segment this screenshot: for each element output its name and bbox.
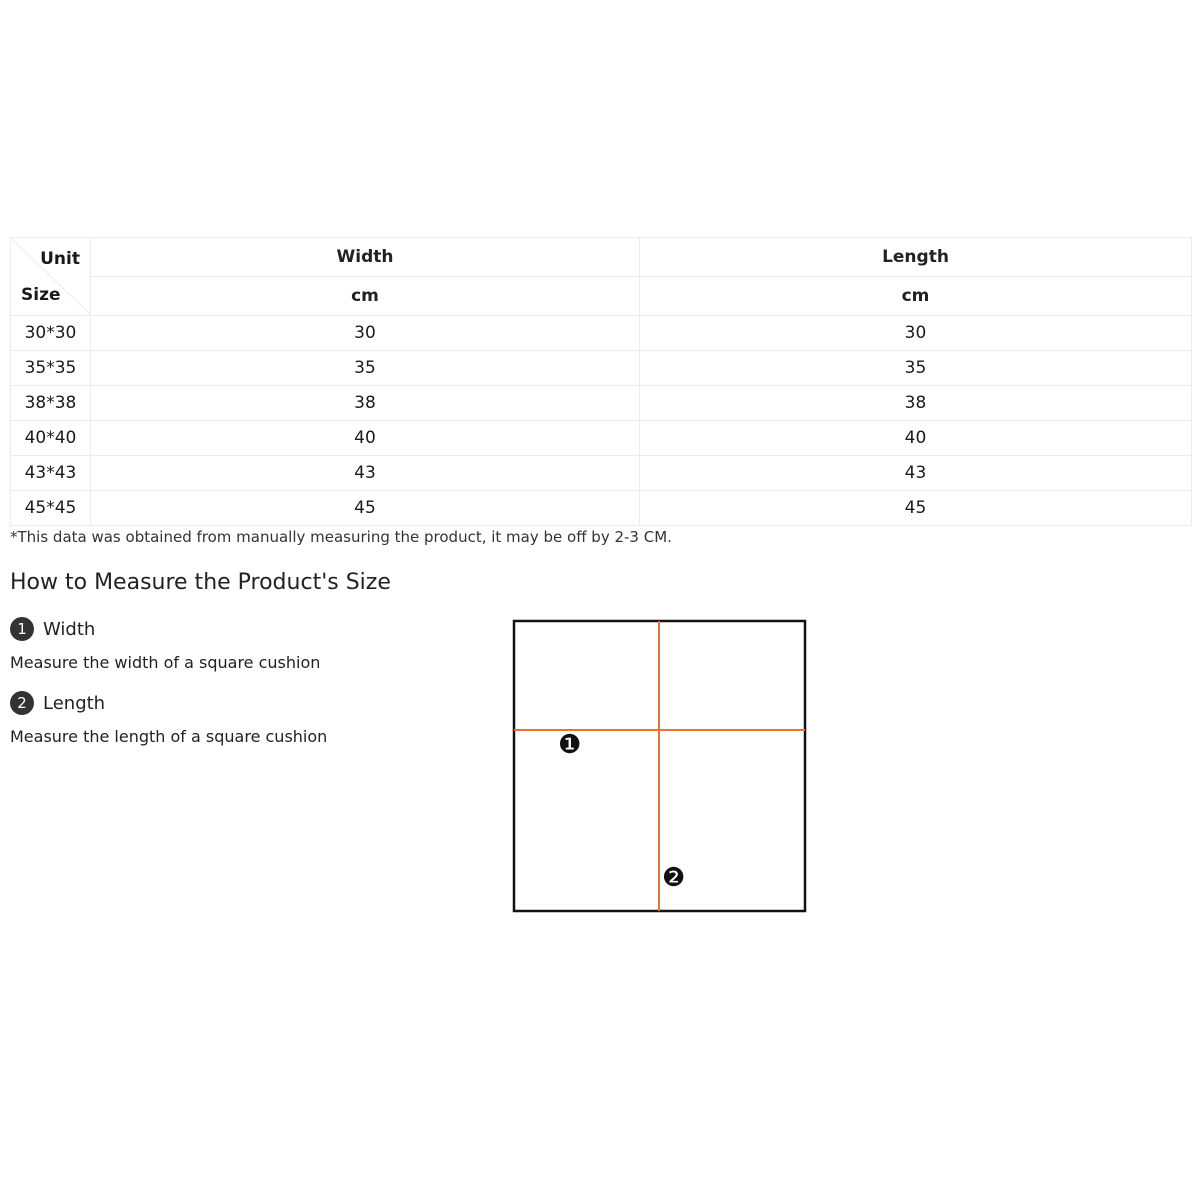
unit-cell-width: cm bbox=[91, 277, 640, 316]
step-length-description: Measure the length of a square cushion bbox=[10, 727, 328, 746]
width-cell: 40 bbox=[91, 421, 640, 456]
width-cell: 35 bbox=[91, 351, 640, 386]
length-cell: 35 bbox=[640, 351, 1192, 386]
width-cell: 43 bbox=[91, 456, 640, 491]
length-cell: 43 bbox=[640, 456, 1192, 491]
marker-1-icon: ❶ bbox=[558, 730, 582, 760]
unit-cell-length: cm bbox=[640, 277, 1192, 316]
length-cell: 40 bbox=[640, 421, 1192, 456]
step-width-description: Measure the width of a square cushion bbox=[10, 653, 321, 672]
length-cell: 38 bbox=[640, 386, 1192, 421]
step-width-heading bbox=[10, 617, 95, 641]
column-header-width: Width bbox=[91, 238, 640, 277]
unit-size-corner-cell bbox=[11, 238, 91, 316]
size-table bbox=[10, 237, 1192, 526]
table-unit-row bbox=[11, 277, 1192, 316]
size-cell: 43*43 bbox=[11, 456, 91, 491]
table-row bbox=[11, 351, 1192, 386]
step-number-badge: 2 bbox=[10, 691, 34, 715]
size-cell: 40*40 bbox=[11, 421, 91, 456]
length-cell: 45 bbox=[640, 491, 1192, 526]
width-cell: 38 bbox=[91, 386, 640, 421]
howto-title: How to Measure the Product's Size bbox=[10, 570, 391, 595]
step-label: Width bbox=[43, 618, 96, 640]
table-header-row bbox=[11, 238, 1192, 277]
width-cell: 45 bbox=[91, 491, 640, 526]
width-cell: 30 bbox=[91, 316, 640, 351]
size-label: Size bbox=[21, 285, 61, 305]
measurement-note: *This data was obtained from manually measuring the product, it may be off by 2-3 CM. bbox=[10, 528, 672, 546]
table-row bbox=[11, 386, 1192, 421]
table-row bbox=[11, 456, 1192, 491]
column-header-length: Length bbox=[640, 238, 1192, 277]
step-label: Length bbox=[43, 692, 106, 714]
cushion-measure-diagram bbox=[505, 612, 815, 922]
marker-2-icon: ❷ bbox=[662, 863, 686, 893]
table-row bbox=[11, 421, 1192, 456]
size-cell: 38*38 bbox=[11, 386, 91, 421]
size-cell: 45*45 bbox=[11, 491, 91, 526]
table-row bbox=[11, 491, 1192, 526]
size-cell: 35*35 bbox=[11, 351, 91, 386]
table-row bbox=[11, 316, 1192, 351]
length-cell: 30 bbox=[640, 316, 1192, 351]
step-number-badge: 1 bbox=[10, 617, 34, 641]
step-length-heading bbox=[10, 691, 105, 715]
size-cell: 30*30 bbox=[11, 316, 91, 351]
unit-label: Unit bbox=[40, 249, 80, 269]
